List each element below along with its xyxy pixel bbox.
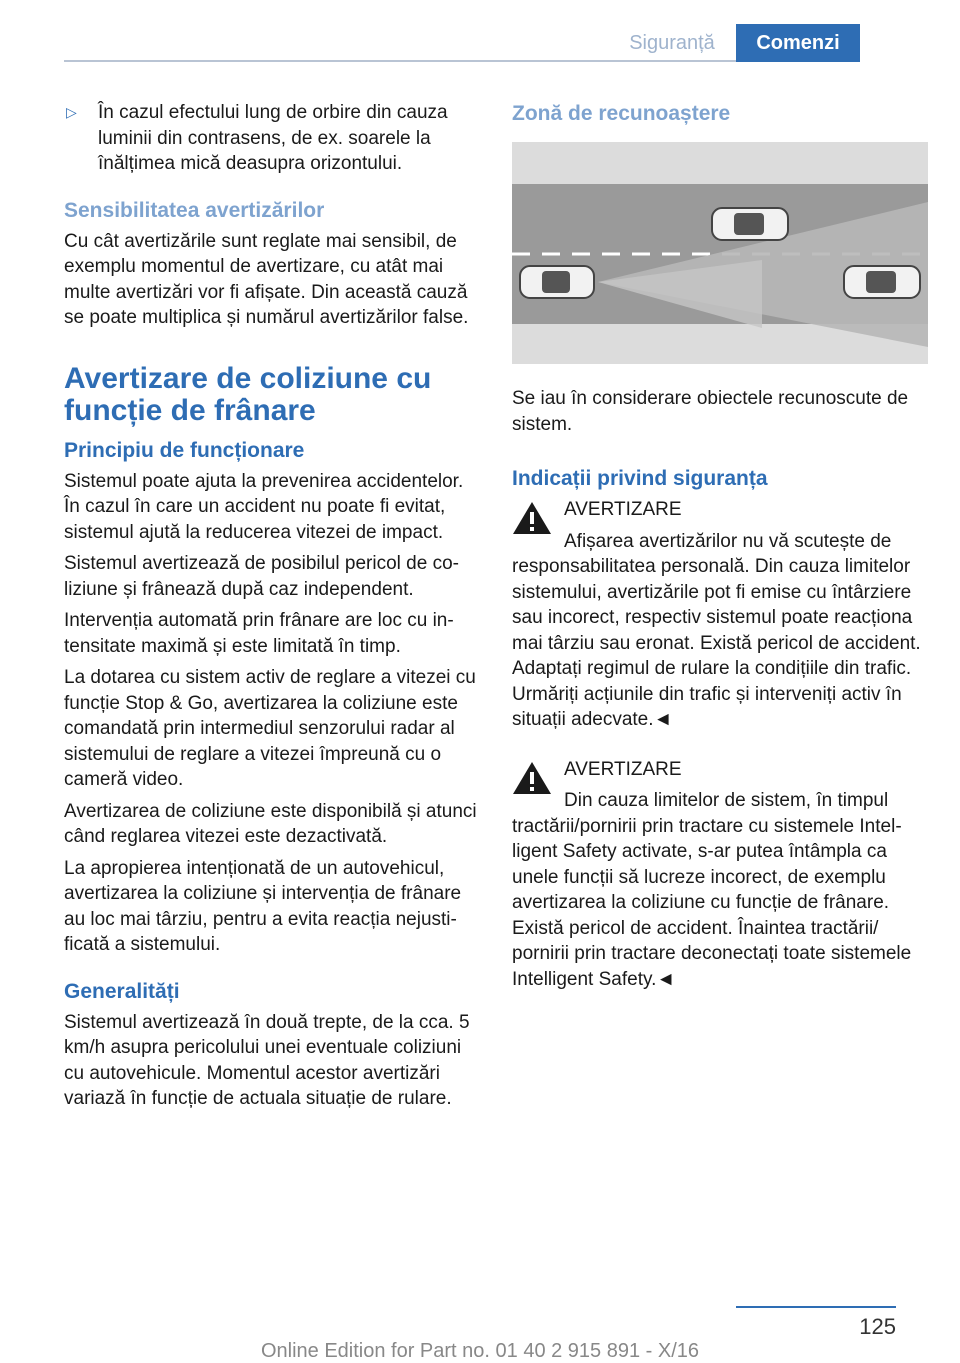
warning-text [512, 788, 928, 992]
general-heading: Generalități [64, 979, 180, 1003]
paragraph: Sistemul poate ajuta la prevenirea accidentelor. În cazul în care un accident nu poate fi evitat, sistemul ajută la reducerea vitezei de impact. [64, 470, 464, 543]
paragraph: Avertizarea de coliziune este disponibilă și atunci când reglarea vitezei este dezactivată. [64, 800, 477, 847]
warning-text-body: Afișarea avertizărilor nu vă scutește de responsabilitatea personală. Din cauza limitelor sistemului, avertizările pot fi emise cu întârziere sau incorect, respectiv sistemul poate reacționa mai târziu sau eronat. Există pericol de accident. Adaptați regimul de rulare la condițiile din trafic. Urmăriți acțiunile din trafic și interveniți activ în situații adecvate.◄ [512, 530, 921, 730]
edition-footer: Online Edition for Part no. 01 40 2 915 891 - X/16 [260, 1340, 700, 1362]
paragraph: La dotarea cu sistem activ de reglare a vitezei cu funcție Stop & Go, avertizarea la coliziune este comandată prin intermediul senzorului radar al sistemului de reglare a vitezei împreună cu o cameră video. [64, 667, 476, 790]
warning-text [512, 529, 928, 733]
figure-caption: Se iau în considerare obiectele recunoscute de sistem. [512, 388, 909, 435]
right-column [512, 100, 928, 998]
chapter-tab[interactable]: Comenzi [736, 24, 860, 62]
paragraph: Sistemul avertizează de posibilul pericol de coliziune și frânează după caz independent. [64, 553, 459, 600]
footer-rule [736, 1306, 896, 1308]
warning-block [512, 757, 928, 993]
warning-triangle-icon [512, 761, 552, 795]
warning-block [512, 497, 928, 733]
detection-zone-illustration [512, 142, 928, 364]
page-title: Avertizare de coliziune cu funcție de frânare [64, 361, 432, 427]
car-icon [520, 266, 594, 298]
bullet-triangle-icon: ▷ [66, 104, 77, 120]
page-number: 125 [859, 1314, 896, 1339]
general-text: Sistemul avertizează în două trepte, de la cca. 5 km/h asupra pericolului unei eventuale coliziuni cu autovehicule. Momentul acestor avertizări variază în funcție de actuala situație de rulare. [64, 1011, 470, 1109]
detection-zone-figure [512, 142, 928, 364]
principle-heading: Principiu de funcționare [64, 438, 305, 462]
warning-triangle-icon [512, 501, 552, 535]
car-icon [712, 208, 788, 240]
car-icon [844, 266, 920, 298]
bullet-text: În cazul efectului lung de orbire din cauza luminii din contrasens, de ex. soarele la înălțimea mică deasupra orizontului. [98, 102, 448, 174]
list-item [64, 100, 480, 177]
paragraph: Intervenția automată prin frânare are loc cu intensitate maximă și este limitată în timp. [64, 610, 454, 657]
section-tab[interactable]: Siguranță [629, 32, 715, 54]
paragraph: La apropierea intenționată de un autovehicul, avertizarea la coliziune și intervenția de frânare au loc mai târziu, pentru a evita reacția nejustificată a sistemului. [64, 857, 462, 955]
warning-title: AVERTIZARE [564, 499, 682, 520]
zone-heading: Zonă de recunoaștere [512, 102, 731, 125]
warning-title: AVERTIZARE [564, 758, 682, 780]
warning-text-body: Din cauza limitelor de sistem, în timpul tractării/pornirii prin tractare cu sistemele Intelligent Safety activate, s-ar putea întâmpla ca unele funcții să lucreze incorect, de exemplu avertizarea la coliziune cu funcție de frânare. Există pericol de accident. Înaintea tractării/ pornirii prin tractare deconectați toate sistemele Intelligent Safety.◄ [512, 790, 912, 990]
sensitivity-text: Cu cât avertizările sunt reglate mai sensibil, de exemplu momentul de avertizare, cu atât mai multe avertizări vor fi afișate. Din această cauză se poate multiplica și numărul avertizărilor false. [64, 230, 469, 328]
sensitivity-heading: Sensibilitatea avertizărilor [64, 198, 325, 222]
left-column [64, 100, 480, 1118]
safety-heading: Indicații privind siguranța [512, 467, 768, 490]
